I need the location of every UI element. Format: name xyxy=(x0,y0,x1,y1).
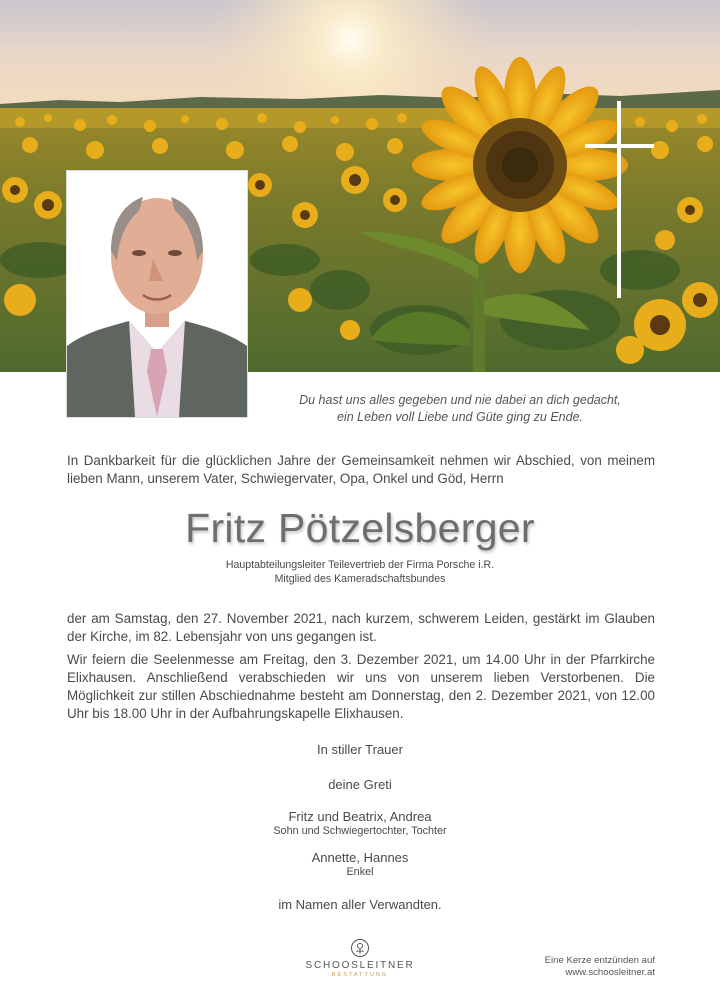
quote-line-2: ein Leben voll Liebe und Güte ging zu Ende. xyxy=(336,410,584,424)
candle-text: Eine Kerze entzünden auf xyxy=(544,955,655,966)
service-paragraph: Wir feiern die Seelenmesse am Freitag, den 3. Dezember 2021, um 14.00 Uhr in der Pfarrkirche Elixhausen. Anschließend verabschieden wir uns von unserem lieben Verstorbenen. Die Möglichkeit zur stillen Abschiednahme besteht am Donnerstag, den 2. Dezember 2021, von 12.00 Uhr bis 18.00 Uhr in der Aufbahrungskapelle Elixhausen. xyxy=(67,652,655,721)
mourner-children-relation: Sohn und Schwiegertochter, Tochter xyxy=(273,825,447,837)
mourner-grandchildren: Annette, Hannes xyxy=(311,850,409,865)
mourning-heading: In stiller Trauer xyxy=(317,742,403,757)
deceased-roles xyxy=(0,558,720,586)
mourner-grandchildren-relation: Enkel xyxy=(346,866,374,878)
candle-website-link[interactable]: www.schoosleitner.at xyxy=(565,967,655,978)
role-line-1: Hauptabteilungsleiter Teilevertrieb der Firma Porsche i.R. xyxy=(225,559,495,571)
role-line-2: Mitglied des Kameradschaftsbundes xyxy=(274,573,446,585)
mourner-relatives: im Namen aller Verwandten. xyxy=(278,897,442,912)
logo-subtitle: BESTATTUNG xyxy=(331,972,389,978)
mourner-wife: deine Greti xyxy=(328,777,392,792)
deceased-name: Fritz Pötzelsberger xyxy=(185,505,535,551)
funeral-home-logo xyxy=(300,938,420,978)
memorial-quote xyxy=(260,392,660,426)
cross-icon-bar xyxy=(585,144,654,148)
logo-name: SCHOOSLEITNER xyxy=(305,960,415,971)
flower-emblem-icon xyxy=(350,938,370,958)
intro-paragraph: In Dankbarkeit für die glücklichen Jahre der Gemeinsamkeit nehmen wir Abschied, von meinem lieben Mann, unserem Vater, Schwiegervater, Opa, Onkel und Göd, Herrn xyxy=(67,453,655,486)
passing-paragraph: der am Samstag, den 27. November 2021, nach kurzem, schwerem Leiden, gestärkt im Glauben der Kirche, im 82. Lebensjahr von uns gegangen ist. xyxy=(67,611,655,644)
cross-icon xyxy=(617,101,621,298)
portrait-photo xyxy=(66,170,248,418)
candle-note xyxy=(490,955,655,979)
quote-line-1: Du hast uns alles gegeben und nie dabei an dich gedacht, xyxy=(299,393,621,407)
mourner-children: Fritz und Beatrix, Andrea xyxy=(288,809,432,824)
